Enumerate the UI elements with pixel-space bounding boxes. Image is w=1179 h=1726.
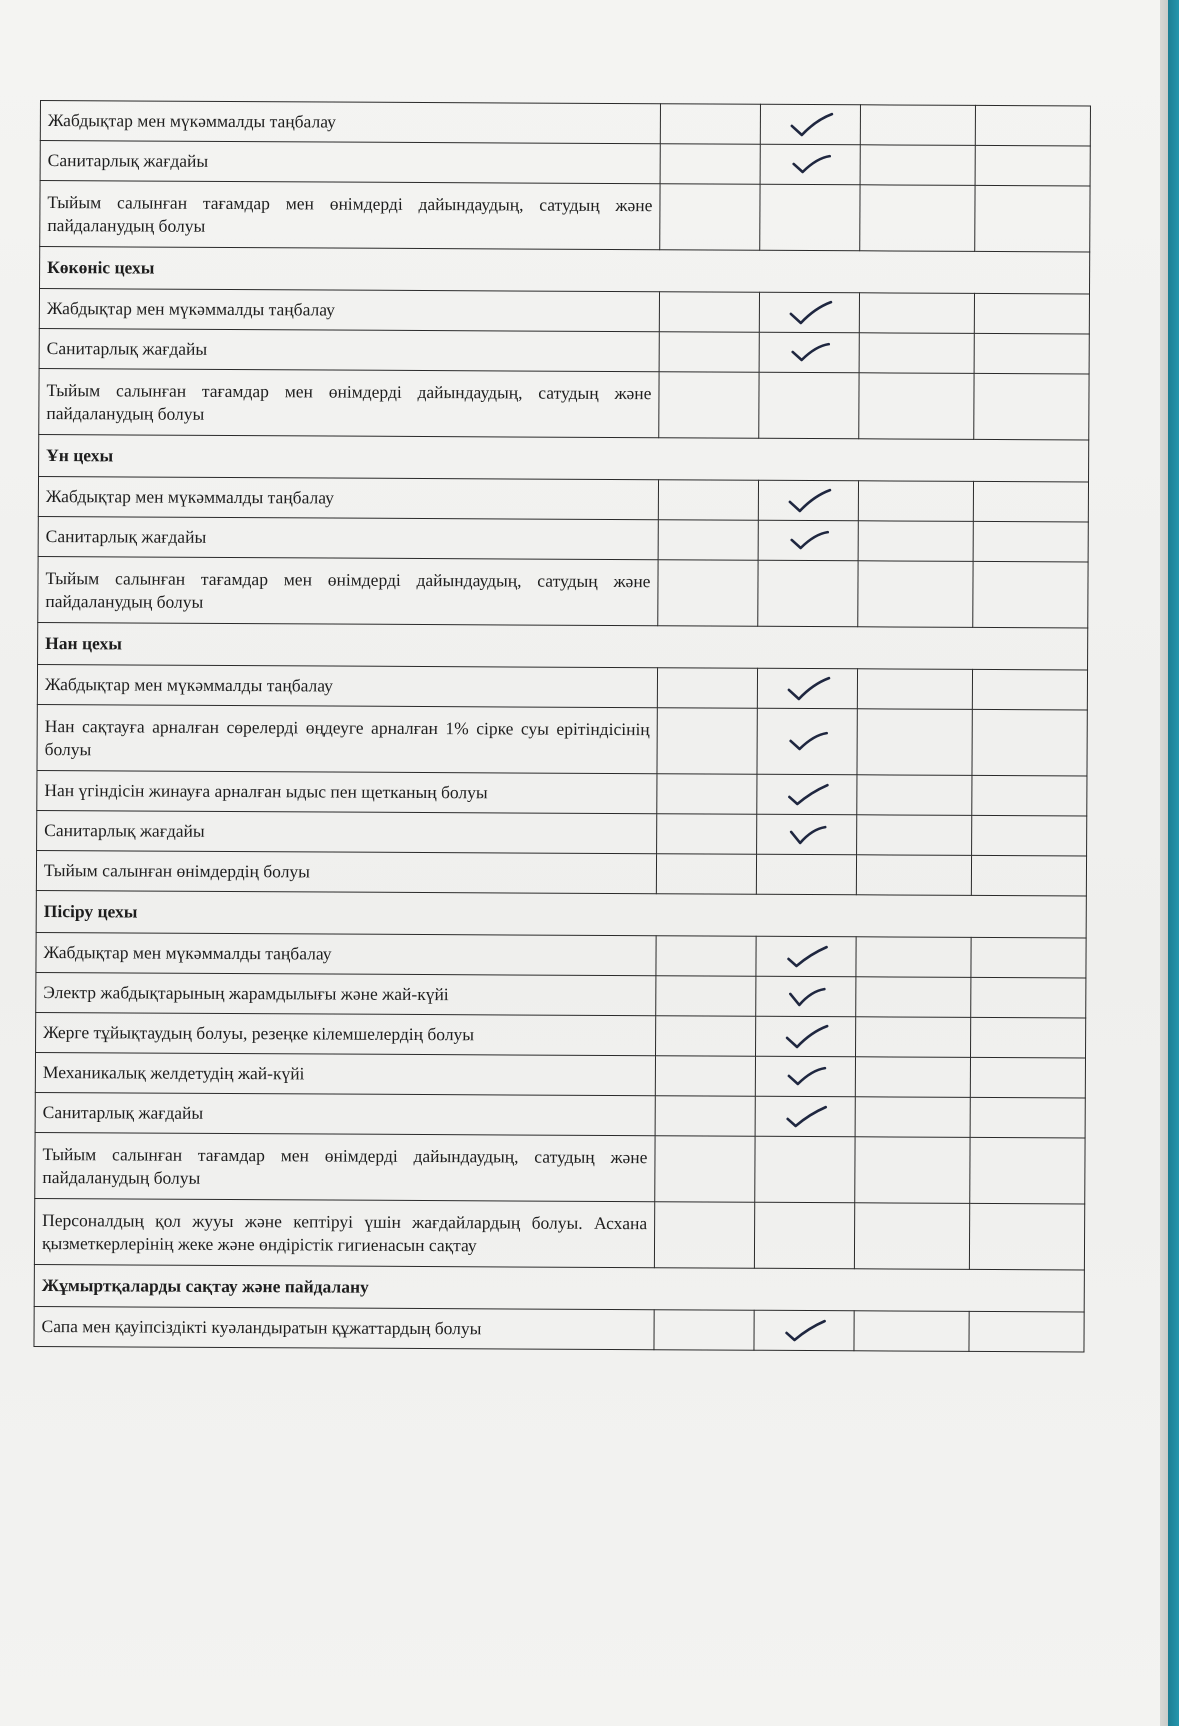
criterion-label: Нан үгіндісін жинауға арналған ыдыс пен щетканың болуы — [37, 770, 657, 813]
mark-cell-col4 — [969, 1203, 1084, 1270]
mark-cell-col3 — [859, 333, 974, 374]
table-row — [39, 328, 1089, 373]
mark-cell-col1 — [655, 1096, 755, 1137]
section-row — [34, 1264, 1084, 1311]
mark-cell-col3 — [856, 937, 971, 978]
criterion-label: Санитарлық жағдайы — [39, 328, 659, 371]
mark-cell-col3 — [859, 373, 974, 440]
section-row — [36, 890, 1086, 937]
table-row — [40, 181, 1090, 252]
mark-cell-col3 — [855, 1137, 970, 1204]
section-title: Жұмыртқаларды сақтау және пайдалану — [34, 1264, 1084, 1311]
mark-cell-col1 — [654, 1202, 754, 1269]
mark-cell-col4 — [973, 561, 1088, 628]
table-row — [39, 368, 1089, 439]
mark-cell-col2 — [760, 184, 860, 251]
mark-cell-col3 — [860, 145, 975, 186]
mark-cell-col2 — [755, 1056, 855, 1097]
table-row — [38, 516, 1088, 561]
table-row — [35, 1132, 1085, 1203]
mark-cell-col4 — [971, 855, 1086, 896]
mark-cell-col4 — [971, 977, 1086, 1018]
section-title: Нан цехы — [38, 622, 1088, 669]
mark-cell-col2 — [756, 1016, 856, 1057]
mark-cell-col2 — [756, 936, 856, 977]
mark-cell-col4 — [975, 105, 1090, 146]
criterion-label: Санитарлық жағдайы — [40, 141, 660, 184]
checkmark-icon — [780, 1061, 830, 1091]
mark-cell-col2 — [755, 1136, 855, 1203]
mark-cell-col2 — [754, 1202, 854, 1269]
mark-cell-col2 — [757, 708, 857, 775]
table-row — [37, 704, 1087, 775]
mark-cell-col2 — [756, 976, 856, 1017]
table-row — [34, 1198, 1084, 1269]
section-row — [38, 622, 1088, 669]
criterion-label: Тыйым салынған тағамдар мен өнімдерді дайындаудың, сатудың және пайдаланудың болуы — [35, 1132, 655, 1201]
mark-cell-col1 — [658, 560, 758, 627]
table-row — [37, 770, 1087, 815]
criterion-label: Тыйым салынған тағамдар мен өнімдерді дайындаудың, сатудың және пайдаланудың болуы — [38, 556, 658, 625]
table-row — [40, 101, 1090, 146]
mark-cell-col3 — [857, 669, 972, 710]
section-row — [39, 434, 1089, 481]
mark-cell-col1 — [658, 520, 758, 561]
mark-cell-col1 — [657, 814, 757, 855]
mark-cell-col2 — [760, 144, 860, 185]
mark-cell-col1 — [660, 184, 760, 251]
mark-cell-col2 — [759, 292, 859, 333]
checkmark-icon — [785, 149, 835, 179]
mark-cell-col1 — [656, 936, 756, 977]
mark-cell-col1 — [654, 1310, 754, 1351]
criterion-label: Нан сақтауға арналған сөрелерді өңдеуге арналған 1% сірке суы ерітіндісінің болуы — [37, 704, 657, 773]
mark-cell-col1 — [656, 854, 756, 895]
checkmark-icon — [783, 525, 833, 555]
mark-cell-col1 — [657, 774, 757, 815]
mark-cell-col1 — [656, 1016, 756, 1057]
mark-cell-col4 — [969, 1311, 1084, 1352]
checkmark-icon — [782, 819, 832, 849]
mark-cell-col4 — [970, 1097, 1085, 1138]
page-edge — [1160, 0, 1168, 1726]
mark-cell-col4 — [975, 145, 1090, 186]
checkmark-icon — [781, 981, 831, 1011]
mark-cell-col4 — [972, 775, 1087, 816]
mark-cell-col1 — [659, 372, 759, 439]
mark-cell-col4 — [970, 1137, 1085, 1204]
table-row — [37, 810, 1087, 855]
mark-cell-col3 — [854, 1203, 969, 1270]
mark-cell-col1 — [658, 480, 758, 521]
mark-cell-col2 — [757, 668, 857, 709]
section-title: Көкөніс цехы — [40, 247, 1090, 294]
section-title: Пісіру цехы — [36, 890, 1086, 937]
criterion-label: Жерге тұйықтаудың болуы, резеңке кілемшелердің болуы — [36, 1012, 656, 1055]
mark-cell-col2 — [758, 480, 858, 521]
mark-cell-col4 — [972, 815, 1087, 856]
checkmark-icon — [781, 1021, 831, 1051]
section-row — [40, 247, 1090, 294]
mark-cell-col3 — [855, 1097, 970, 1138]
mark-cell-col1 — [657, 668, 757, 709]
criterion-label: Сапа мен қауіпсіздікті куәландыратын құжаттардың болуы — [34, 1306, 654, 1349]
mark-cell-col4 — [974, 373, 1089, 440]
checkmark-icon — [782, 726, 832, 756]
mark-cell-col1 — [659, 292, 759, 333]
mark-cell-col3 — [856, 855, 971, 896]
mark-cell-col4 — [974, 333, 1089, 374]
mark-cell-col3 — [857, 709, 972, 776]
mark-cell-col2 — [754, 1310, 854, 1351]
table-row — [36, 850, 1086, 895]
section-title: Ұн цехы — [39, 434, 1089, 481]
checkmark-icon — [783, 485, 833, 515]
criterion-label: Санитарлық жағдайы — [37, 810, 657, 853]
table-row — [39, 289, 1089, 334]
mark-cell-col1 — [660, 104, 760, 145]
checklist-table — [33, 100, 1091, 1352]
table-row — [35, 1052, 1085, 1097]
table-row — [40, 141, 1090, 186]
mark-cell-col1 — [659, 332, 759, 373]
mark-cell-col3 — [860, 105, 975, 146]
mark-cell-col4 — [972, 669, 1087, 710]
criterion-label: Тыйым салынған өнімдердің болуы — [36, 850, 656, 893]
table-row — [34, 1306, 1084, 1351]
mark-cell-col2 — [756, 854, 856, 895]
mark-cell-col2 — [760, 104, 860, 145]
mark-cell-col4 — [970, 1017, 1085, 1058]
folder-strip — [1168, 0, 1179, 1726]
mark-cell-col4 — [972, 709, 1087, 776]
mark-cell-col1 — [657, 708, 757, 775]
mark-cell-col2 — [755, 1096, 855, 1137]
mark-cell-col3 — [854, 1311, 969, 1352]
mark-cell-col3 — [855, 1057, 970, 1098]
checklist-sheet — [33, 100, 1090, 1352]
table-row — [36, 1012, 1086, 1057]
mark-cell-col3 — [858, 481, 973, 522]
mark-cell-col4 — [975, 185, 1090, 252]
mark-cell-col1 — [655, 1136, 755, 1203]
criterion-label: Механикалық желдетудің жай-күйі — [35, 1052, 655, 1095]
mark-cell-col4 — [973, 521, 1088, 562]
criterion-label: Электр жабдықтарының жарамдылығы және жай-күйі — [36, 972, 656, 1015]
checkmark-icon — [779, 1315, 829, 1345]
checkmark-icon — [781, 941, 831, 971]
table-row — [38, 476, 1088, 521]
checkmark-icon — [785, 109, 835, 139]
mark-cell-col3 — [857, 775, 972, 816]
mark-cell-col2 — [757, 774, 857, 815]
table-row — [37, 664, 1087, 709]
criterion-label: Жабдықтар мен мүкәммалды таңбалау — [36, 932, 656, 975]
table-row — [36, 932, 1086, 977]
mark-cell-col2 — [758, 560, 858, 627]
criterion-label: Тыйым салынған тағамдар мен өнімдерді дайындаудың, сатудың және пайдаланудың болуы — [40, 181, 660, 250]
criterion-label: Тыйым салынған тағамдар мен өнімдерді дайындаудың, сатудың және пайдаланудың болуы — [39, 368, 659, 437]
mark-cell-col3 — [858, 561, 973, 628]
mark-cell-col4 — [971, 937, 1086, 978]
checkmark-icon — [780, 1101, 830, 1131]
checkmark-icon — [784, 337, 834, 367]
checkmark-icon — [782, 779, 832, 809]
mark-cell-col2 — [759, 372, 859, 439]
mark-cell-col1 — [655, 1056, 755, 1097]
mark-cell-col4 — [974, 293, 1089, 334]
mark-cell-col3 — [859, 293, 974, 334]
mark-cell-col4 — [970, 1057, 1085, 1098]
mark-cell-col1 — [656, 976, 756, 1017]
checkmark-icon — [784, 297, 834, 327]
table-row — [38, 556, 1088, 627]
criterion-label: Персоналдың қол жууы және кептіруі үшін жағдайлардың болуы. Асхана қызметкерлерінің жеке және өндірістік гигиенасын сақтау — [34, 1198, 654, 1267]
mark-cell-col1 — [660, 144, 760, 185]
criterion-label: Санитарлық жағдайы — [35, 1092, 655, 1135]
mark-cell-col2 — [758, 520, 858, 561]
criterion-label: Жабдықтар мен мүкәммалды таңбалау — [38, 476, 658, 519]
mark-cell-col3 — [858, 521, 973, 562]
mark-cell-col3 — [856, 977, 971, 1018]
table-row — [36, 972, 1086, 1017]
criterion-label: Санитарлық жағдайы — [38, 516, 658, 559]
criterion-label: Жабдықтар мен мүкәммалды таңбалау — [37, 664, 657, 707]
mark-cell-col3 — [857, 815, 972, 856]
table-row — [35, 1092, 1085, 1137]
criterion-label: Жабдықтар мен мүкәммалды таңбалау — [39, 289, 659, 332]
checkmark-icon — [782, 673, 832, 703]
mark-cell-col2 — [759, 332, 859, 373]
criterion-label: Жабдықтар мен мүкәммалды таңбалау — [40, 101, 660, 144]
mark-cell-col3 — [860, 185, 975, 252]
mark-cell-col2 — [757, 814, 857, 855]
mark-cell-col4 — [973, 481, 1088, 522]
mark-cell-col3 — [856, 1017, 971, 1058]
